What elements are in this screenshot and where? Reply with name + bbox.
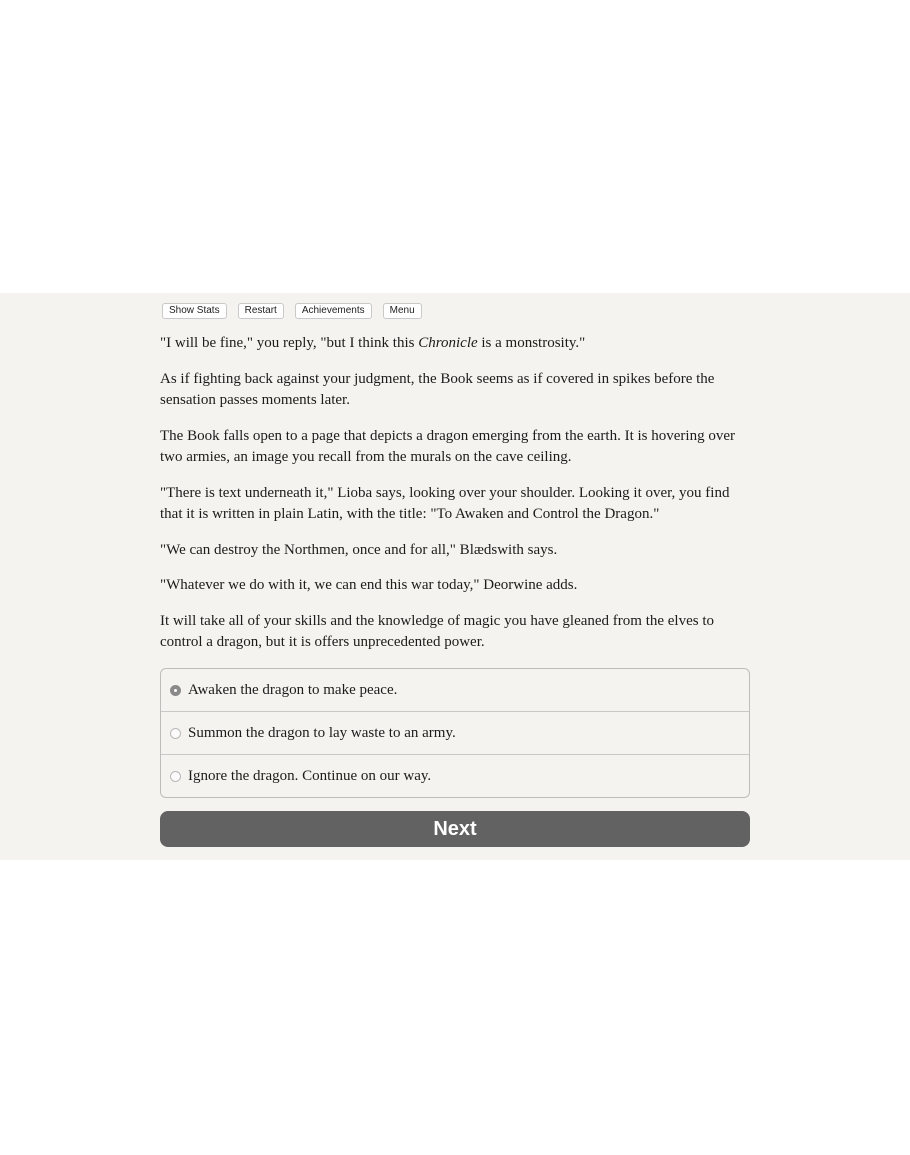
story-paragraph-4: "There is text underneath it," Lioba says, looking over your shoulder. Looking it over, you find that it is written in plain Latin, with the title: "To Awaken and Control the Dragon." (160, 484, 730, 522)
game-panel (0, 293, 910, 860)
show-stats-button[interactable]: Show Stats (162, 303, 227, 319)
toolbar (162, 303, 422, 319)
choice-label: Ignore the dragon. Continue on our way. (188, 767, 432, 784)
story-paragraph-5: "We can destroy the Northmen, once and for all," Blædswith says. (160, 541, 558, 558)
choice-option-summon[interactable] (161, 712, 749, 755)
menu-button[interactable]: Menu (383, 303, 422, 319)
paragraph-1-end: is a monstrosity." (477, 335, 586, 351)
paragraph-1-start: "I will be fine," you reply, "but I think this (160, 335, 419, 351)
next-button[interactable]: Next (160, 811, 750, 847)
story-paragraph-3: The Book falls open to a page that depicts a dragon emerging from the earth. It is hovering over two armies, an image you recall from the murals on the cave ceiling. (160, 427, 735, 465)
story-paragraph-6: "Whatever we do with it, we can end this war today," Deorwine adds. (160, 577, 578, 593)
story-paragraph-1 (160, 333, 750, 355)
radio-button-summon[interactable] (170, 728, 181, 739)
choice-label: Awaken the dragon to make peace. (188, 681, 398, 698)
restart-button[interactable]: Restart (238, 303, 284, 319)
radio-button-awaken[interactable] (170, 685, 181, 696)
achievements-button[interactable]: Achievements (295, 303, 372, 319)
story-paragraph-2: As if fighting back against your judgment, the Book seems as if covered in spikes before the sensation passes moments later. (160, 370, 715, 408)
chronicle-title: Chronicle (418, 335, 478, 351)
choice-option-ignore[interactable] (161, 755, 749, 797)
choice-option-awaken[interactable] (161, 669, 749, 712)
story-paragraph-7: It will take all of your skills and the knowledge of magic you have gleaned from the elves to control a dragon, but it is offers unprecedented power. (160, 612, 715, 650)
choice-label: Summon the dragon to lay waste to an army. (188, 724, 456, 741)
choice-list (160, 668, 750, 798)
story-text (160, 333, 750, 668)
radio-button-ignore[interactable] (170, 771, 181, 782)
